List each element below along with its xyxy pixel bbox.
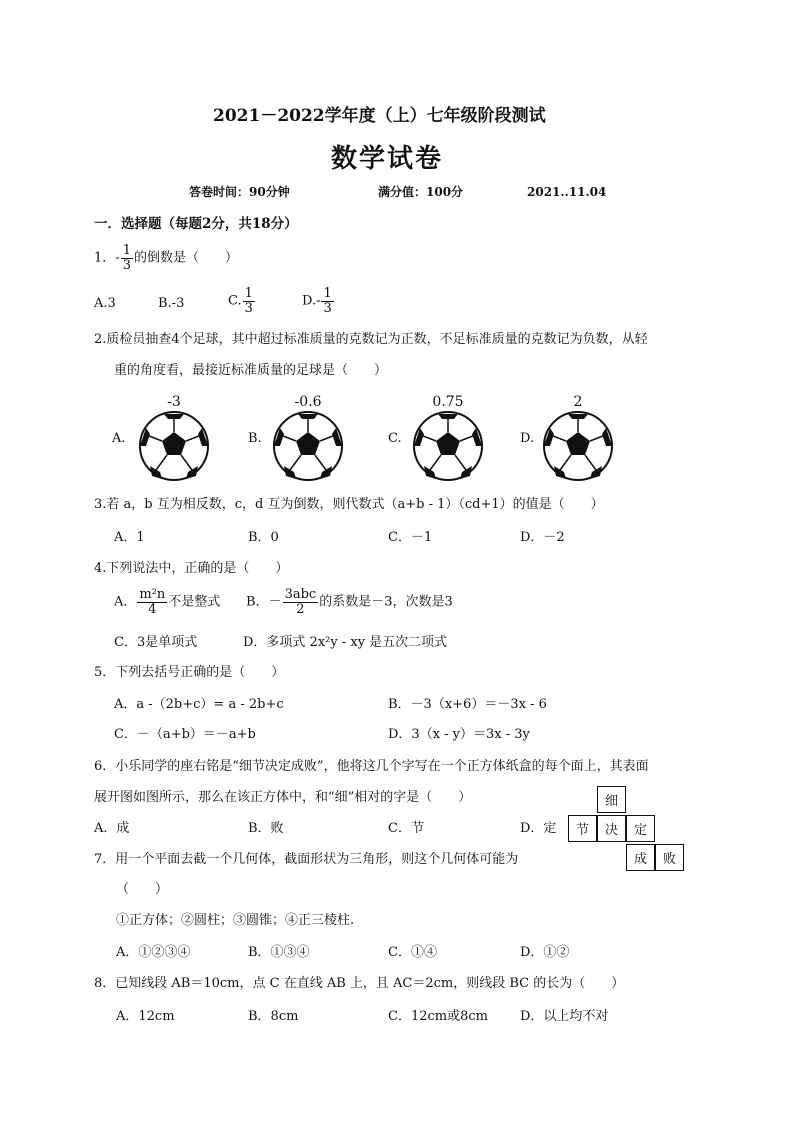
q7-options-list: ①正方体；②圆柱；③圆锥；④正三棱柱. [116, 913, 355, 928]
q3-option-a: A．1 [114, 530, 145, 545]
q4-a-label: A． [114, 594, 137, 610]
q2-ball-value: -3 [167, 394, 181, 410]
q8-option-d: D．以上均不对 [520, 1009, 609, 1024]
q2-option-label: D. [520, 431, 535, 446]
q4-a-tail: 不是整式 [168, 594, 221, 610]
exam-header-title: 2021－2022学年度（上）七年级阶段测试 [213, 106, 546, 126]
q4-b-num: 3abc [284, 587, 317, 602]
q3-option-d: D．－2 [520, 530, 565, 545]
section-heading: 一．选择题（每题2分，共18分） [94, 216, 298, 232]
q1-c-label: C. [228, 293, 242, 309]
q4-b-fraction [283, 588, 319, 616]
q3-option-b: B．0 [248, 530, 279, 545]
q2-ball-value: 0.75 [432, 394, 464, 410]
q2-ball-value: 2 [573, 394, 583, 410]
subject-title: 数学试卷 [331, 144, 444, 174]
net-cell-xi: 细 [597, 786, 626, 813]
q1-frac-num: 1 [122, 243, 131, 258]
q1-option-a: A.3 [94, 296, 116, 311]
soccer-ball-icon [542, 410, 614, 486]
q5-option-b: B．－3（x+6）＝－3x - 6 [388, 697, 547, 712]
q6-line-1: 6．小乐同学的座右铭是“细节决定成败”，他将这几个字写在一个正方体纸盒的每个面上，其表面 [94, 759, 649, 774]
q1-c-fraction [243, 287, 255, 315]
q2-option-label: A. [112, 431, 126, 446]
q4-b-label: B．－ [246, 594, 282, 610]
q8-option-a: A．12cm [116, 1009, 175, 1024]
q7-option-a: A．①②③④ [116, 945, 191, 960]
q7-option-d: D．①② [520, 945, 570, 960]
q7-option-b: B．①③④ [248, 945, 310, 960]
q5-option-a: A．a -（2b+c）= a - 2b+c [114, 697, 284, 712]
q1-option-d [302, 287, 335, 315]
q1-fraction [121, 244, 133, 272]
q8-option-b: B．8cm [248, 1009, 299, 1024]
q4-option-b [246, 588, 453, 616]
q4-stem: 4.下列说法中，正确的是（ ） [94, 561, 289, 576]
q6-line-2: 展开图如图所示，那么在该正方体中，和“细”相对的字是（ ） [94, 790, 472, 805]
q8-option-c: C．12cm或8cm [388, 1009, 488, 1024]
question-1 [94, 244, 238, 272]
q5-stem: 5．下列去括号正确的是（ ） [94, 665, 285, 680]
q6-option-a: A．成 [94, 821, 130, 836]
q4-option-c: C．3是单项式 [114, 635, 198, 650]
net-cell-bai: 败 [655, 844, 684, 871]
q1-d-label: D.- [302, 293, 321, 309]
q5-option-c: C．－（a+b）＝－a+b [114, 727, 256, 742]
q6-option-c: C．节 [388, 821, 424, 836]
soccer-ball-icon [412, 410, 484, 486]
q4-b-den: 2 [296, 601, 305, 617]
q4-b-tail: 的系数是－3，次数是3 [319, 594, 453, 610]
q1-d-den: 3 [323, 300, 332, 316]
q4-a-den: 4 [148, 601, 157, 617]
q1-c-num: 1 [244, 286, 253, 301]
q2-option-label: C. [388, 431, 402, 446]
q1-option-c [228, 287, 256, 315]
net-cell-cheng: 成 [626, 844, 655, 871]
q3-option-c: C．－1 [388, 530, 433, 545]
q2-line-1: 2.质检员抽查4个足球，其中超过标准质量的克数记为正数，不足标准质量的克数记为负数，从轻 [94, 332, 648, 347]
q8-stem: 8．已知线段 AB＝10cm，点 C 在直线 AB 上，且 AC＝2cm，则线段 BC 的长为（ ） [94, 976, 625, 991]
q3-stem: 3.若 a，b 互为相反数，c，d 互为倒数，则代数式（a+b - 1）（cd+1）的值是（ ） [94, 497, 604, 512]
exam-date: 2021..11.04 [527, 185, 607, 199]
q1-c-den: 3 [244, 300, 253, 316]
soccer-ball-icon [138, 410, 210, 486]
q2-ball-value: -0.6 [294, 394, 322, 410]
net-cell-ding: 定 [626, 815, 655, 842]
q5-option-d: D．3（x - y）＝3x - 3y [388, 727, 530, 742]
q6-option-d: D．定 [520, 821, 557, 836]
net-cell-jie: 节 [568, 815, 597, 842]
net-cell-jue: 决 [597, 815, 626, 842]
q2-line-2: 重的角度看，最接近标准质量的足球是（ ） [114, 363, 388, 378]
q6-option-b: B．败 [248, 821, 284, 836]
q4-a-num: m²n [139, 587, 166, 602]
q1-d-num: 1 [323, 286, 332, 301]
soccer-ball-icon [272, 410, 344, 486]
q1-frac-den: 3 [122, 257, 131, 273]
q7-option-c: C．①④ [388, 945, 437, 960]
q1-d-fraction [321, 287, 333, 315]
q2-option-label: B. [248, 431, 262, 446]
q1-number: 1． [94, 250, 116, 266]
q7-line-1: 7．用一个平面去截一个几何体，截面形状为三角形，则这个几何体可能为 [94, 852, 519, 867]
full-score: 满分值：100分 [378, 185, 464, 199]
q4-a-fraction [137, 588, 167, 616]
q4-option-a [114, 588, 220, 616]
q4-option-d: D．多项式 2x²y - xy 是五次二项式 [243, 635, 448, 650]
q1-option-b: B.-3 [158, 296, 185, 311]
q1-neg: - [115, 250, 120, 266]
q1-stem-tail: 的倒数是（ ） [133, 250, 238, 266]
exam-time: 答卷时间：90分钟 [189, 185, 290, 199]
q7-line-2: （ ） [116, 882, 169, 897]
